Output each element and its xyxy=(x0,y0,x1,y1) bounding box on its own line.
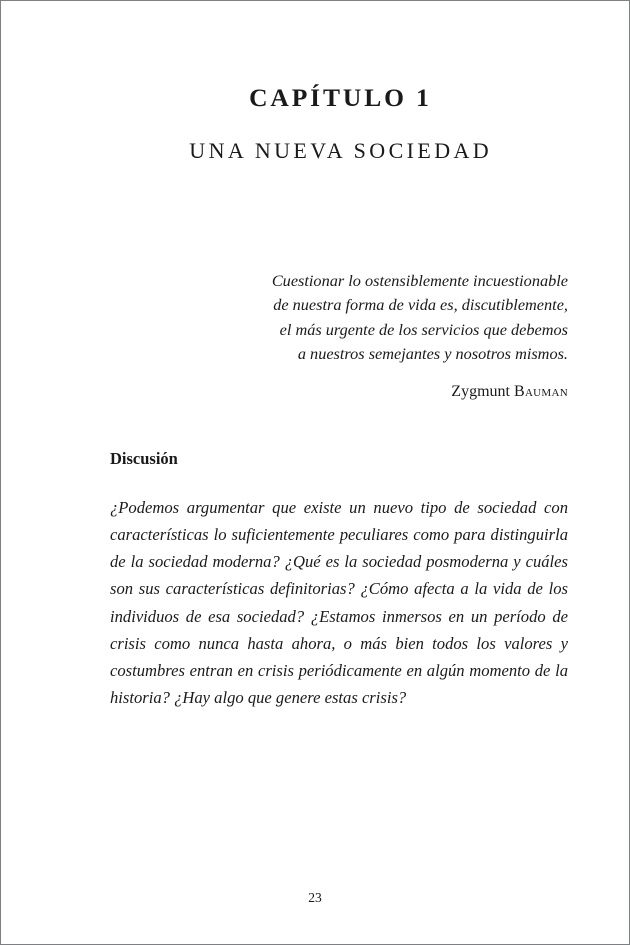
epigraph-author-first-name: Zygmunt xyxy=(451,383,514,401)
chapter-title: UNA NUEVA SOCIEDAD xyxy=(189,138,493,164)
epigraph-quote xyxy=(110,269,568,366)
page-number: 23 xyxy=(308,890,322,905)
epigraph-line: de nuestra forma de vida es, discutiblemente, xyxy=(273,295,568,315)
epigraph-attribution xyxy=(110,383,568,401)
epigraph-line: a nuestros semejantes y nosotros mismos. xyxy=(297,343,568,363)
epigraph-author-surname: Bauman xyxy=(513,383,568,401)
section-heading-discusion: Discusión xyxy=(110,449,178,469)
epigraph-block xyxy=(110,269,568,401)
chapter-number: CAPÍTULO 1 xyxy=(249,83,432,112)
page-content-column xyxy=(110,1,568,944)
discussion-paragraph: ¿Podemos argumentar que existe un nuevo tipo de sociedad con características lo suficientemente peculiares como para distinguirla de la sociedad moderna? ¿Qué es la sociedad posmoderna y cuáles son sus características definitorias? ¿Cómo afecta a la vida de los individuos de esa sociedad? ¿Estamos inmersos en un período de crisis como nunca hasta ahora, o más bien todos los valores y costumbres entran en crisis periódicamente en algún momento de la historia? ¿Hay algo que genere estas crisis? xyxy=(110,497,568,708)
epigraph-line: el más urgente de los servicios que debemos xyxy=(279,319,568,339)
epigraph-line: Cuestionar lo ostensiblemente incuestionable xyxy=(271,271,568,291)
chapter-heading-block xyxy=(110,1,568,163)
